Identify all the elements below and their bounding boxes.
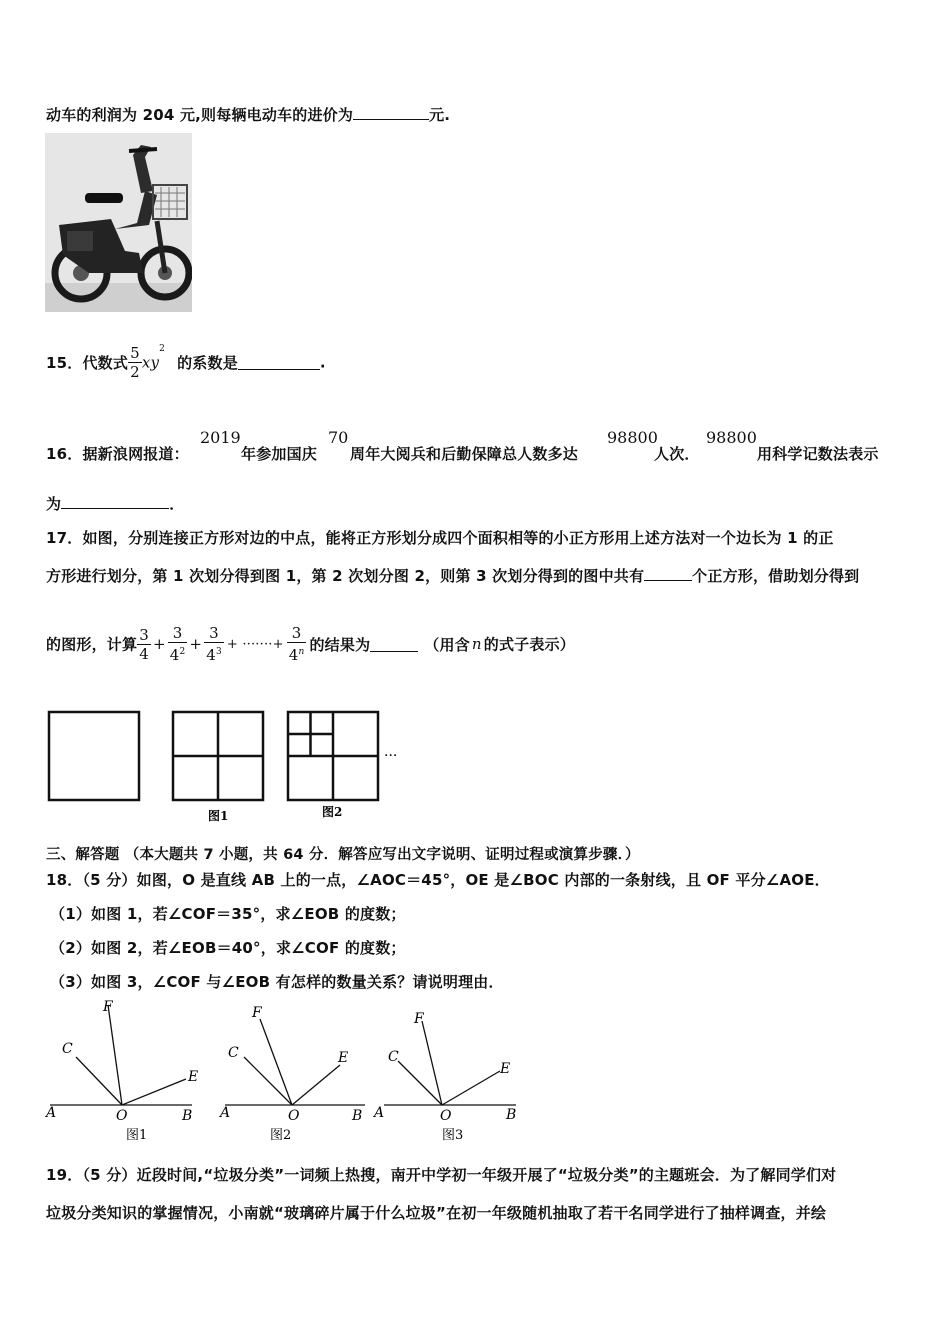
q18-fig1-label-a: A (46, 1105, 57, 1121)
q17-fraction-4 (287, 624, 307, 664)
q17-line2a: 方形进行划分，第 1 次划分得到图 1，第 2 次划分图 2，则第 3 次划分得到的图中共有 (46, 567, 645, 585)
q15-prefix: 15．代数式 (46, 354, 129, 372)
q17-figure-1-label: 图1 (208, 809, 229, 823)
q18-fig3-label-o: O (440, 1108, 452, 1124)
q18-fig1-label-f: F (103, 999, 113, 1015)
q19-line1: 19．（5 分）近段时间,“垃圾分类”一词频上热搜，南开中学初一年级开展了“垃圾分类”的主题班会．为了解同学们对 (46, 1166, 837, 1184)
q16-answer-blank (61, 494, 169, 509)
q17-figure-2 (288, 712, 378, 819)
q18-angle-figures (40, 995, 540, 1145)
q17-line2 (46, 565, 859, 586)
q17-f4-numerator: 3 (287, 624, 307, 643)
q18-stem: 18．（5 分）如图，O 是直线 AB 上的一点，∠AOC＝45°，OE 是∠BOC 内部的一条射线，且 OF 平分∠AOE． (46, 871, 830, 889)
q17-line2b: 个正方形，借助划分得到 (692, 567, 860, 585)
q17-f3-exponent: 3 (215, 647, 222, 657)
q17-f4-denominator: 4 (288, 646, 299, 664)
electric-bike-photo (45, 133, 192, 312)
q17-fraction-2 (168, 624, 188, 664)
q17-f2-exponent: 2 (179, 647, 186, 657)
q16-count-2: 98800 (706, 428, 757, 447)
q17-f2-numerator: 3 (168, 624, 188, 643)
q17-line3b: 的结果为 (309, 635, 371, 654)
q17-f2-denominator: 4 (169, 646, 180, 664)
q17-answer-blank-2 (370, 637, 418, 652)
q17-f1-denominator: 4 (139, 644, 149, 663)
q18-part-2: （2）如图 2，若∠EOB＝40°，求∠COF 的度数； (50, 939, 406, 957)
q18-fig2-label-o: O (288, 1108, 300, 1124)
q18-part-1: （1）如图 1，若∠COF＝35°，求∠EOB 的度数； (50, 905, 406, 923)
q17-figure-2-label: 图2 (322, 805, 343, 819)
q18-fig1-label-o: O (116, 1108, 128, 1124)
q17-plus-1: + (152, 635, 166, 653)
q17-line3 (46, 624, 575, 664)
q16-text-1: 年参加国庆 (241, 445, 318, 463)
q16-text-3: 人次． (654, 445, 700, 463)
q14-tail (46, 104, 450, 125)
q17-line3c: （用含 (424, 635, 470, 654)
q17-fraction-1 (137, 626, 151, 663)
q16-end: ． (169, 495, 185, 513)
section-3-heading: 三、解答题 （本大题共 7 小题，共 64 分．解答应写出文字说明、证明过程或演算步骤．） (46, 847, 640, 863)
q18-fig3-label-c: C (388, 1049, 399, 1065)
q17-f1-numerator: 3 (139, 625, 149, 644)
q17-line3a: 的图形，计算 (46, 635, 138, 654)
q18-fig3-label-a: A (374, 1105, 385, 1121)
q15-end: . (319, 353, 326, 372)
q17-line1: 17．如图，分别连接正方形对边的中点，能将正方形划分成四个面积相等的小正方形用上述方法对一个边长为 1 的正 (46, 529, 834, 547)
q18-part-3: （3）如图 3，∠COF 与∠EOB 有怎样的数量关系？请说明理由． (50, 973, 504, 991)
q17-line3d: 的式子表示） (483, 635, 575, 654)
q17-f4-exponent: n (298, 647, 305, 657)
q16-count: 98800 (607, 428, 658, 447)
q17-ellipsis-plus: + ·······+ (226, 636, 284, 652)
q16-year: 2019 (200, 428, 241, 447)
q15-frac-numerator: 5 (130, 344, 140, 362)
q18-fig1-label-b: B (182, 1108, 193, 1124)
q18-fig2-label-c: C (228, 1045, 239, 1061)
q18-fig1-caption: 图1 (126, 1128, 148, 1143)
q18-figure-3 (372, 1011, 516, 1143)
q18-fig2-caption: 图2 (270, 1128, 292, 1143)
q16-prefix: 16．据新浪网报道： (46, 445, 189, 463)
q17-figure-0 (49, 712, 139, 800)
q15-suffix: 的系数是 (177, 354, 238, 372)
q17-plus-2: + (189, 635, 203, 653)
q15-answer-blank (238, 355, 320, 370)
q15-exponent: 2 (159, 344, 166, 354)
q17-square-figures (46, 706, 416, 826)
q18-fig3-label-b: B (506, 1107, 517, 1123)
q18-fig1-label-c: C (62, 1041, 73, 1057)
q14-answer-blank (353, 105, 429, 120)
q17-fraction-3 (204, 624, 224, 664)
q18-figure-1 (44, 999, 198, 1143)
q16-text-2: 周年大阅兵和后勤保障总人数多达 (350, 445, 579, 463)
q16-line2 (46, 493, 184, 514)
q18-fig2-label-b: B (352, 1108, 363, 1124)
q18-fig2-label-f: F (252, 1005, 262, 1021)
q19-line2: 垃圾分类知识的掌握情况，小南就“玻璃碎片属于什么垃圾”在初一年级随机抽取了若干名同学进行了抽样调查，并绘 (46, 1204, 827, 1222)
q17-figure-1 (173, 712, 263, 823)
q17-var-n: n (471, 635, 482, 653)
q18-fig2-label-e: E (338, 1050, 349, 1066)
q16-anniversary-number: 70 (328, 428, 349, 447)
q17-figures-ellipsis: ··· (384, 748, 398, 764)
q15-fraction (128, 344, 142, 381)
q18-fig3-label-f: F (414, 1011, 424, 1027)
q18-fig2-label-a: A (220, 1105, 231, 1121)
q14-unit: 元. (429, 106, 451, 124)
q15-frac-denominator: 2 (130, 363, 140, 381)
q16-line2-text: 为 (46, 495, 62, 513)
q18-fig1-label-e: E (188, 1069, 199, 1085)
q18-fig3-caption: 图3 (442, 1128, 464, 1143)
q17-f3-denominator: 4 (206, 646, 216, 664)
q14-text: 动车的利润为 204 元,则每辆电动车的进价为 (46, 106, 354, 124)
q15 (46, 344, 326, 381)
q17-f3-numerator: 3 (204, 624, 224, 643)
q18-figure-2 (218, 1005, 365, 1143)
q15-variable: xy (141, 353, 160, 372)
q17-answer-blank-1 (644, 566, 692, 581)
q18-fig3-label-e: E (500, 1061, 511, 1077)
q16-text-4: 用科学记数法表示 (757, 445, 879, 463)
